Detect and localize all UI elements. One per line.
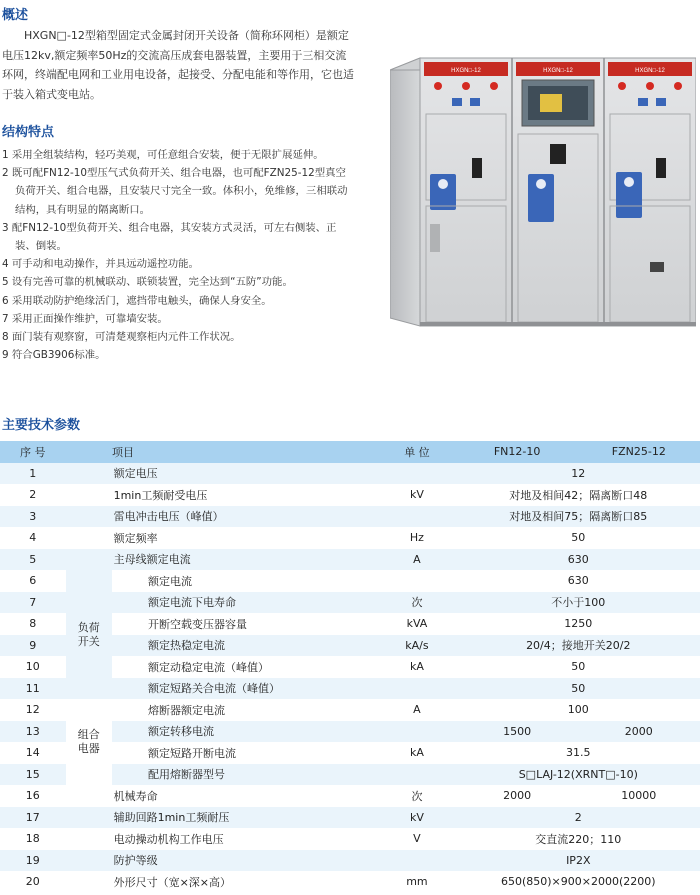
col-header-item: 项目 bbox=[112, 441, 377, 463]
row-item: 额定频率 bbox=[66, 527, 378, 549]
feature-item: 6 采用联动防护绝缘活门，遮挡带电触头，确保人身安全。 bbox=[2, 294, 272, 307]
row-unit: Hz bbox=[377, 527, 456, 549]
row-value: 20/4；接地开关20/2 bbox=[457, 635, 700, 657]
switchgear-photo bbox=[390, 56, 696, 334]
row-no: 1 bbox=[0, 463, 66, 485]
row-value: 50 bbox=[457, 527, 700, 549]
row-unit bbox=[377, 721, 456, 743]
row-unit: kA bbox=[377, 742, 456, 764]
table-row bbox=[0, 527, 700, 549]
col-header-group bbox=[66, 441, 112, 463]
row-item: 额定短路关合电流（峰值） bbox=[112, 678, 377, 700]
feature-item: 4 可手动和电动操作，并具远动遥控功能。 bbox=[2, 258, 199, 271]
row-no: 3 bbox=[0, 506, 66, 528]
table-row bbox=[0, 570, 700, 592]
row-value: 交直流220；110 bbox=[457, 828, 700, 850]
row-value: 1250 bbox=[457, 613, 700, 635]
table-row bbox=[0, 484, 700, 506]
row-item: 配用熔断器型号 bbox=[112, 764, 377, 786]
row-unit bbox=[377, 463, 456, 485]
row-no: 20 bbox=[0, 871, 66, 893]
row-item: 额定短路开断电流 bbox=[112, 742, 377, 764]
table-row bbox=[0, 850, 700, 872]
row-no: 2 bbox=[0, 484, 66, 506]
row-item: 机械寿命 bbox=[66, 785, 378, 807]
row-value-fzn25: 10000 bbox=[578, 785, 700, 807]
col-header-fzn25: FZN25-12 bbox=[578, 441, 700, 463]
row-unit: 次 bbox=[377, 785, 456, 807]
table-row bbox=[0, 807, 700, 829]
col-header-fn12: FN12-10 bbox=[457, 441, 578, 463]
row-value: 12 bbox=[457, 463, 700, 485]
feature-item: 5 设有完善可靠的机械联动、联锁装置，完全达到“五防”功能。 bbox=[2, 276, 293, 289]
overview-text: HXGN□-12型箱型固定式金属封闭开关设备（简称环网柜）是额定电压12kv,额定频率50Hz的交流高压成套电器装置，主要用于三相交流环网，终端配电网和工业用电设备，起接受、分配电能和等作用，它也适于装入箱式变电站。 bbox=[2, 29, 354, 101]
row-item: 开断空载变压器容量 bbox=[112, 613, 377, 635]
panel-label: HXGN□-12 bbox=[635, 68, 665, 74]
row-no: 17 bbox=[0, 807, 66, 829]
row-no: 7 bbox=[0, 592, 66, 614]
row-unit: 次 bbox=[377, 592, 456, 614]
row-value: 630 bbox=[457, 549, 700, 571]
table-row bbox=[0, 549, 700, 571]
row-unit: A bbox=[377, 549, 456, 571]
row-unit bbox=[377, 570, 456, 592]
row-no: 5 bbox=[0, 549, 66, 571]
row-value-fn12: 2000 bbox=[457, 785, 578, 807]
row-no: 6 bbox=[0, 570, 66, 592]
switchgear-illustration bbox=[390, 56, 696, 334]
feature-item: 7 采用正面操作维护，可靠墙安装。 bbox=[2, 312, 168, 325]
row-no: 11 bbox=[0, 678, 66, 700]
row-unit bbox=[377, 678, 456, 700]
table-row bbox=[0, 828, 700, 850]
row-item: 雷电冲击电压（峰值） bbox=[66, 506, 378, 528]
group-label-load-switch: 负荷开关 bbox=[66, 570, 112, 699]
row-no: 18 bbox=[0, 828, 66, 850]
row-value: 对地及相间75；隔离断口85 bbox=[457, 506, 700, 528]
row-value: S□LAJ-12(XRNT□-10) bbox=[457, 764, 700, 786]
row-unit bbox=[377, 850, 456, 872]
row-no: 4 bbox=[0, 527, 66, 549]
row-item: 额定动稳定电流（峰值） bbox=[112, 656, 377, 678]
row-no: 8 bbox=[0, 613, 66, 635]
row-unit bbox=[377, 506, 456, 528]
row-unit: kV bbox=[377, 484, 456, 506]
row-item: 额定电压 bbox=[66, 463, 378, 485]
row-value: 对地及相间42；隔离断口48 bbox=[457, 484, 700, 506]
row-item: 防护等级 bbox=[66, 850, 378, 872]
table-row bbox=[0, 871, 700, 893]
row-unit: kA bbox=[377, 656, 456, 678]
overview-heading: 概述 bbox=[2, 8, 29, 23]
feature-item: 1 采用全组装结构，轻巧美观，可任意组合安装，便于无限扩展延伸。 bbox=[2, 149, 324, 161]
feature-item: 3 配FN12-10型负荷开关、组合电器，其安装方式灵活，可左右侧装、正装、倒装。 bbox=[2, 221, 337, 253]
row-unit: mm bbox=[377, 871, 456, 893]
row-value: 2 bbox=[457, 807, 700, 829]
table-row bbox=[0, 785, 700, 807]
row-unit: kA/s bbox=[377, 635, 456, 657]
row-unit bbox=[377, 764, 456, 786]
row-value: 不小于100 bbox=[457, 592, 700, 614]
col-header-unit: 单 位 bbox=[377, 441, 456, 463]
table-row bbox=[0, 463, 700, 485]
table-row bbox=[0, 699, 700, 721]
row-item: 1min工频耐受电压 bbox=[66, 484, 378, 506]
row-no: 15 bbox=[0, 764, 66, 786]
row-no: 16 bbox=[0, 785, 66, 807]
spec-table bbox=[0, 441, 700, 893]
row-item: 辅助回路1min工频耐压 bbox=[66, 807, 378, 829]
row-no: 14 bbox=[0, 742, 66, 764]
row-unit: kV bbox=[377, 807, 456, 829]
feature-list bbox=[2, 146, 354, 364]
row-item: 额定电流下电寿命 bbox=[112, 592, 377, 614]
row-value: 50 bbox=[457, 656, 700, 678]
row-value: IP2X bbox=[457, 850, 700, 872]
row-value-fn12: 1500 bbox=[457, 721, 578, 743]
row-no: 12 bbox=[0, 699, 66, 721]
row-value: 630 bbox=[457, 570, 700, 592]
feature-item: 2 既可配FN12-10型压气式负荷开关、组合电器，也可配FZN25-12型真空负荷开关、组合电器，且安装尺寸完全一致。体积小，免维修，三相联动结构，具有明显的隔离断口。 bbox=[2, 167, 348, 216]
row-item: 外形尺寸（宽×深×高） bbox=[66, 871, 378, 893]
row-item: 额定热稳定电流 bbox=[112, 635, 377, 657]
structure-heading: 结构特点 bbox=[2, 125, 55, 140]
row-value: 650(850)×900×2000(2200) bbox=[457, 871, 700, 893]
row-item: 额定转移电流 bbox=[112, 721, 377, 743]
specs-heading: 主要技术参数 bbox=[2, 418, 81, 433]
row-no: 10 bbox=[0, 656, 66, 678]
col-header-no: 序 号 bbox=[0, 441, 66, 463]
group-label-combo: 组合电器 bbox=[66, 699, 112, 785]
row-item: 主母线额定电流 bbox=[66, 549, 378, 571]
table-header-row bbox=[0, 441, 700, 463]
row-item: 熔断器额定电流 bbox=[112, 699, 377, 721]
row-no: 13 bbox=[0, 721, 66, 743]
feature-item: 8 面门装有观察窗，可清楚观察柜内元件工作状况。 bbox=[2, 331, 241, 344]
feature-item: 9 符合GB3906标准。 bbox=[2, 349, 106, 362]
row-unit: A bbox=[377, 699, 456, 721]
row-no: 19 bbox=[0, 850, 66, 872]
table-row bbox=[0, 506, 700, 528]
row-unit: V bbox=[377, 828, 456, 850]
row-unit: kVA bbox=[377, 613, 456, 635]
row-value: 50 bbox=[457, 678, 700, 700]
row-item: 电动操动机构工作电压 bbox=[66, 828, 378, 850]
row-value: 100 bbox=[457, 699, 700, 721]
panel-label: HXGN□-12 bbox=[543, 68, 573, 74]
row-value: 31.5 bbox=[457, 742, 700, 764]
row-item: 额定电流 bbox=[112, 570, 377, 592]
panel-label: HXGN□-12 bbox=[451, 68, 481, 74]
row-no: 9 bbox=[0, 635, 66, 657]
row-value-fzn25: 2000 bbox=[578, 721, 700, 743]
